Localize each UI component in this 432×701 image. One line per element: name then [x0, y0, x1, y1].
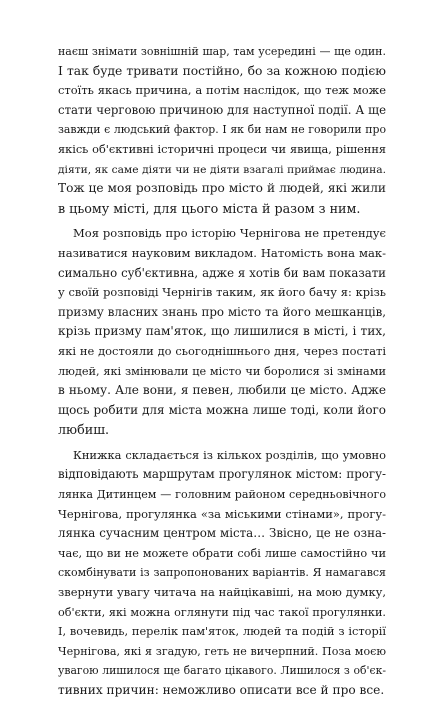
text-line: любиш. [58, 422, 110, 438]
text-line: скомбінувати із запропонованих варіантів. Я намагався [58, 566, 386, 580]
text-line: чає, що ви не можете обрати собі лише самостійно чи [58, 545, 386, 560]
text-line: діяти, як саме діяти чи не діяти взагалі приймає людина. [58, 162, 386, 176]
text-line: об'єкти, які можна оглянути під час такої прогулянки. [58, 605, 386, 619]
text-line: тивних причин: неможливо описати все й про все. [58, 683, 385, 697]
text-line: Книжка складається із кількох розділів, що умовно [73, 447, 386, 462]
paragraph-1 [58, 42, 386, 218]
text-line: Моя розповідь про історію Чернігова не претендує [73, 226, 386, 241]
text-line: І, вочевидь, перелік пам'яток, людей та подій з історії [58, 624, 386, 639]
text-line: Чернігова, прогулянка «за міськими стінами», прогу- [58, 506, 386, 521]
paragraph-2 [58, 224, 386, 440]
text-line: в цьому місті, для цього міста й разом з ним. [58, 200, 361, 216]
text-line: лянка сучасним центром міста… Звісно, це не озна- [58, 526, 386, 541]
text-line: увагою лишилося ще багато цікавого. Лишилося з об'єк- [58, 664, 386, 678]
text-line: звернути увагу читача на найцікавіші, на мою думку, [58, 585, 386, 600]
text-line: стоїть якась причина, а потім наслідок, що теж може [58, 83, 386, 98]
text-line: які не достояли до сьогоднішнього дня, через постаті [58, 343, 386, 358]
text-line: якісь об'єктивні історичні процеси чи явища, рішення [58, 141, 386, 156]
text-line: наєш знімати зовнішній шар, там усередині — ще один. [58, 45, 386, 58]
text-line: стати черговою причиною для наступної події. А ще [58, 102, 386, 117]
text-line: називатися науковим викладом. Натомість вона мак- [58, 245, 386, 260]
text-line: Тож це моя розповідь про місто й людей, які жили [58, 181, 386, 196]
text-line: людей, які змінювали це місто чи боролися зі змінами [58, 364, 386, 378]
text-line: лянка Дитинцем — головним районом середньовічного [58, 488, 386, 502]
text-line: Чернігова, які я згадую, геть не вичерпний. Поза моєю [58, 644, 386, 658]
text-line: завжди є людський фактор. І як би нам не говорили про [58, 123, 386, 137]
body-text [58, 42, 386, 701]
text-line: симально суб'єктивна, адже я хотів би вам показати [58, 265, 386, 280]
text-line: відповідають маршрутам прогулянок містом: прогу- [58, 467, 386, 482]
text-line: щось робити для міста можна лише тоді, коли його [58, 402, 386, 417]
text-line: у своїй розповіді Чернігів таким, як його бачу я: крізь [58, 285, 386, 300]
text-line: І так буде тривати постійно, бо за кожною подією [58, 63, 386, 78]
text-line: призму власних знань про місто та його мешканців, [58, 304, 386, 319]
paragraph-3 [58, 446, 386, 701]
text-line: в ньому. Але вони, я певен, любили це місто. Адже [58, 383, 386, 398]
text-line: крізь призму пам'яток, що лишилися в місті, і тих, [58, 324, 386, 339]
